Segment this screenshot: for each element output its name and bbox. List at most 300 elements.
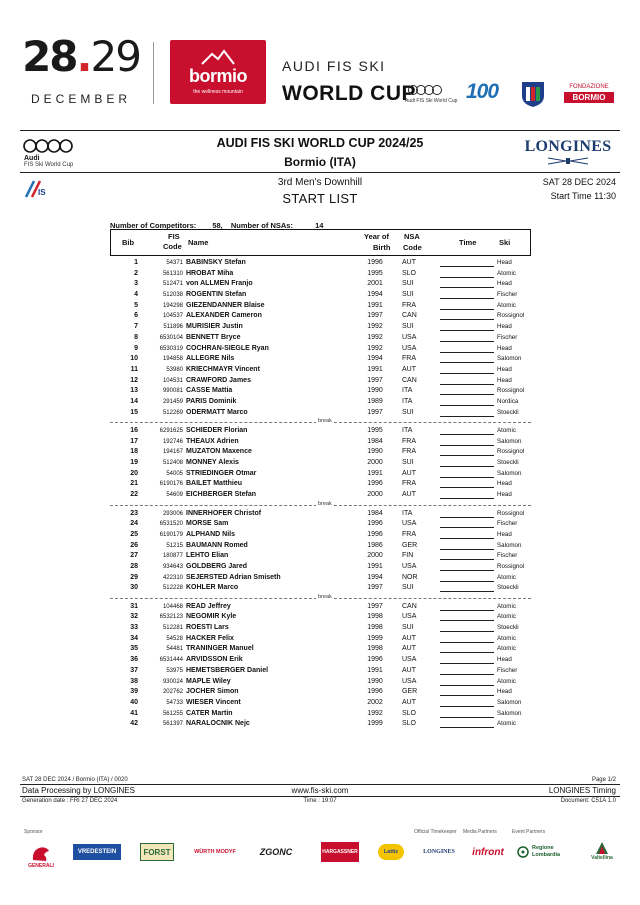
- cell-code: 512471: [162, 281, 183, 288]
- cell-name: PARIS Dominik: [186, 397, 237, 405]
- cell-yob: 2000: [367, 552, 383, 560]
- cell-yob: 1992: [367, 333, 383, 341]
- cell-nsa: NOR: [402, 573, 418, 581]
- fis-logo-icon: [22, 177, 50, 199]
- cell-bib: 32: [130, 613, 138, 621]
- table-row: [110, 426, 531, 437]
- cell-code: 202762: [162, 689, 183, 696]
- cell-ski: Fischer: [497, 520, 518, 528]
- cell-code: 192746: [162, 438, 183, 445]
- table-row: [110, 655, 531, 666]
- cell-nsa: FRA: [402, 355, 416, 363]
- break-label: break: [318, 418, 332, 425]
- cell-name: STRIEDINGER Otmar: [186, 469, 257, 477]
- cell-ski: Stoeckli: [497, 584, 519, 592]
- cell-code: 6531520: [159, 521, 183, 528]
- time-blank-line: [440, 620, 494, 621]
- bormio-name: bormio: [189, 66, 247, 86]
- cell-nsa: USA: [402, 562, 417, 570]
- cell-nsa: SLO: [402, 720, 417, 728]
- cell-name: CASSE Mattia: [186, 387, 233, 395]
- table-row: [110, 509, 531, 520]
- cell-name: MURISIER Justin: [186, 323, 243, 331]
- header-bib: Bib: [122, 238, 135, 247]
- cell-name: BAILET Matthieu: [186, 480, 242, 488]
- cell-nsa: AUT: [402, 365, 416, 373]
- cell-code: 293006: [162, 510, 183, 517]
- cell-bib: 8: [134, 333, 138, 341]
- cell-code: 6530104: [159, 334, 183, 341]
- forst-logo: FORST: [140, 843, 174, 861]
- cell-bib: 5: [134, 301, 138, 309]
- time-blank-line: [440, 352, 494, 353]
- time-blank-line: [440, 517, 494, 518]
- cell-code: 54609: [166, 492, 183, 499]
- cell-yob: 1995: [367, 269, 383, 277]
- cell-bib: 6: [134, 312, 138, 320]
- cell-ski: Atomic: [497, 602, 516, 610]
- cell-yob: 1998: [367, 613, 383, 621]
- cell-yob: 2002: [367, 698, 383, 706]
- longines-sponsor-logo: LONGINES: [423, 849, 455, 855]
- time-blank-line: [440, 527, 494, 528]
- longines-logo: LONGINES: [524, 138, 612, 155]
- bormio-logo: [170, 40, 266, 104]
- time-blank-line: [440, 727, 494, 728]
- cell-ski: Salomon: [497, 698, 522, 706]
- regione-lombardia-logo: [517, 840, 577, 864]
- banner-divider: [153, 42, 154, 104]
- cell-bib: 20: [130, 469, 138, 477]
- cell-ski: Rossignol: [497, 312, 525, 320]
- cell-name: GIEZENDANNER Blaise: [186, 301, 265, 309]
- footer-time: Time : 19:07: [303, 798, 337, 804]
- time-blank-line: [440, 559, 494, 560]
- fondazione-bottom: BORMIO: [564, 92, 614, 103]
- cell-ski: Atomic: [497, 427, 516, 434]
- cell-bib: 23: [130, 509, 138, 517]
- time-blank-line: [440, 362, 494, 363]
- table-row: [110, 623, 531, 634]
- footer-page: Page 1/2: [591, 777, 616, 783]
- cell-code: 54481: [166, 646, 183, 653]
- cell-code: 512269: [162, 409, 183, 416]
- time-blank-line: [440, 466, 494, 467]
- time-blank-line: [440, 685, 494, 686]
- cell-ski: Fischer: [497, 552, 518, 560]
- cell-name: SCHIEDER Florian: [186, 427, 248, 434]
- cell-code: 990081: [162, 388, 183, 395]
- cell-nsa: AUT: [402, 259, 416, 266]
- cell-bib: 39: [130, 688, 138, 696]
- cell-code: 54733: [166, 699, 183, 706]
- list-title: START LIST: [282, 191, 358, 206]
- table-row: [110, 458, 531, 469]
- time-blank-line: [440, 706, 494, 707]
- table-row: [110, 519, 531, 530]
- cell-yob: 1991: [367, 562, 383, 570]
- time-blank-line: [440, 394, 494, 395]
- time-blank-line: [440, 287, 494, 288]
- cell-yob: 1999: [367, 634, 383, 642]
- header-time: Time: [459, 238, 477, 247]
- cell-bib: 41: [130, 709, 138, 717]
- cell-nsa: AUT: [402, 491, 416, 499]
- cell-code: 53980: [166, 366, 183, 373]
- header-nsa: NSA: [404, 232, 420, 241]
- cell-nsa: AUT: [402, 469, 416, 477]
- cell-bib: 34: [130, 634, 138, 642]
- cell-yob: 1990: [367, 448, 383, 456]
- cell-yob: 2000: [367, 491, 383, 499]
- cell-code: 561255: [162, 710, 183, 717]
- cell-code: 104537: [162, 313, 183, 320]
- cell-bib: 15: [130, 408, 138, 416]
- cell-name: NEGOMIR Kyle: [186, 613, 237, 621]
- cell-nsa: CAN: [402, 376, 417, 384]
- cell-code: 422310: [162, 574, 183, 581]
- cell-code: 291459: [162, 398, 183, 405]
- table-row: [110, 490, 531, 501]
- table-row: [110, 687, 531, 698]
- cell-bib: 4: [134, 291, 138, 299]
- cell-bib: 3: [134, 280, 138, 288]
- table-row: [110, 447, 531, 458]
- cell-bib: 19: [130, 459, 138, 467]
- table-row: [110, 437, 531, 448]
- cell-code: 194298: [162, 302, 183, 309]
- cell-name: MONNEY Alexis: [186, 459, 239, 467]
- cell-ski: Fischer: [497, 666, 518, 674]
- cell-ski: Rossignol: [497, 387, 525, 395]
- cell-yob: 1997: [367, 376, 383, 384]
- cell-ski: Rossignol: [497, 562, 525, 570]
- cell-code: 930024: [162, 678, 183, 685]
- subheader-rule: [20, 172, 620, 173]
- time-blank-line: [440, 455, 494, 456]
- footer-rule-top: [20, 784, 620, 785]
- time-blank-line: [440, 717, 494, 718]
- cell-nsa: FRA: [402, 480, 416, 488]
- footer-timing: LONGINES Timing: [548, 786, 616, 795]
- time-blank-line: [440, 498, 494, 499]
- cell-bib: 28: [130, 562, 138, 570]
- time-blank-line: [440, 581, 494, 582]
- cell-code: 53975: [166, 667, 183, 674]
- time-blank-line: [440, 549, 494, 550]
- cell-name: CATER Martin: [186, 709, 233, 717]
- cell-bib: 14: [130, 397, 138, 405]
- valtellina-text: Valtellina: [591, 855, 613, 861]
- time-blank-line: [440, 487, 494, 488]
- time-blank-line: [440, 652, 494, 653]
- date-second: 29: [90, 32, 140, 81]
- table-row: [110, 333, 531, 344]
- cell-code: 194167: [162, 449, 183, 456]
- lion-icon: [30, 845, 52, 863]
- cell-code: 511896: [163, 324, 183, 331]
- cell-name: ALPHAND Nils: [186, 530, 236, 538]
- table-row: [110, 562, 531, 573]
- nsa-label: Number of NSAs:: [230, 221, 293, 230]
- cell-name: CRAWFORD James: [186, 376, 251, 384]
- cell-bib: 2: [134, 269, 138, 277]
- cell-yob: 1986: [367, 541, 383, 549]
- header-ski: Ski: [499, 238, 511, 247]
- time-blank-line: [440, 416, 494, 417]
- cell-nsa: USA: [402, 520, 417, 528]
- cell-nsa: ITA: [402, 427, 413, 434]
- cell-nsa: SUI: [402, 624, 414, 632]
- audi-logo-icon: [22, 138, 74, 154]
- table-row: [110, 376, 531, 387]
- cell-nsa: ITA: [402, 387, 413, 395]
- cell-nsa: SUI: [402, 584, 414, 592]
- table-row: [110, 644, 531, 655]
- media-partners-label: Media Partners: [463, 829, 497, 835]
- race-date: SAT 28 DEC 2024: [542, 177, 616, 187]
- cell-nsa: ITA: [402, 397, 413, 405]
- fondazione-bormio-logo: [564, 84, 614, 103]
- cell-bib: 27: [130, 552, 138, 560]
- table-row: [110, 612, 531, 623]
- cell-name: ARVIDSSON Erik: [186, 656, 243, 664]
- cell-code: 6190176: [159, 481, 183, 488]
- cell-nsa: USA: [402, 333, 417, 341]
- cell-nsa: AUT: [402, 634, 416, 642]
- competitors-label: Number of Competitors:: [110, 221, 197, 230]
- cell-ski: Salomon: [497, 437, 522, 445]
- header-name: Name: [188, 238, 209, 247]
- table-row: [110, 479, 531, 490]
- table-row: [110, 301, 531, 312]
- cell-ski: Atomic: [497, 613, 516, 621]
- table-row: [110, 583, 531, 594]
- break-label: break: [318, 500, 332, 507]
- cell-nsa: GER: [402, 541, 418, 549]
- cell-yob: 2000: [367, 459, 383, 467]
- table-row: [110, 279, 531, 290]
- cell-nsa: GER: [402, 688, 418, 696]
- cell-code: 54371: [166, 260, 183, 266]
- cell-code: 512408: [162, 460, 183, 467]
- cell-name: ODERMATT Marco: [186, 408, 248, 416]
- time-blank-line: [440, 405, 494, 406]
- cell-bib: 21: [130, 480, 138, 488]
- fisi-shield-icon: [520, 80, 546, 108]
- cell-ski: Atomic: [497, 677, 516, 685]
- cell-nsa: ITA: [402, 509, 413, 517]
- cell-yob: 1984: [367, 437, 383, 445]
- cell-bib: 12: [130, 376, 138, 384]
- cell-ski: Stoeckli: [497, 459, 519, 467]
- cell-nsa: USA: [402, 677, 417, 685]
- time-blank-line: [440, 642, 494, 643]
- cell-name: NARALOCNIK Nejc: [186, 720, 250, 728]
- cell-name: TRANINGER Manuel: [186, 645, 254, 653]
- bormio-tagline: the wellness mountain: [193, 89, 243, 95]
- cell-yob: 1996: [367, 480, 383, 488]
- cell-code: 180877: [162, 553, 183, 560]
- cell-name: KOHLER Marco: [186, 584, 239, 592]
- cell-name: MAPLE Wiley: [186, 677, 231, 685]
- cell-yob: 1991: [367, 469, 383, 477]
- cell-bib: 40: [130, 698, 138, 706]
- table-row: [110, 634, 531, 645]
- cell-yob: 1996: [367, 530, 383, 538]
- cell-nsa: AUT: [402, 666, 416, 674]
- cell-nsa: SUI: [402, 323, 414, 331]
- break-separator: [110, 418, 531, 426]
- cell-yob: 1994: [367, 355, 383, 363]
- cell-ski: Head: [497, 376, 512, 384]
- audi-caption: Audi FIS Ski World Cup: [405, 98, 458, 104]
- cell-name: ALLEGRE Nils: [186, 355, 235, 363]
- cell-code: 104468: [162, 603, 183, 610]
- cell-ski: Salomon: [497, 541, 522, 549]
- table-row: [110, 551, 531, 562]
- logo-100: 100: [466, 80, 499, 103]
- cell-yob: 1990: [367, 387, 383, 395]
- cell-nsa: SUI: [402, 459, 414, 467]
- time-blank-line: [440, 384, 494, 385]
- cell-bib: 42: [130, 720, 138, 728]
- valtellina-logo: [586, 838, 618, 864]
- header-nsa-code: Code: [403, 243, 422, 252]
- cell-nsa: USA: [402, 344, 417, 352]
- cell-bib: 16: [130, 427, 138, 434]
- cell-name: KRIECHMAYR Vincent: [186, 365, 260, 373]
- cell-nsa: SLO: [402, 709, 417, 717]
- cell-ski: Head: [497, 344, 512, 352]
- cell-nsa: FRA: [402, 301, 416, 309]
- time-blank-line: [440, 695, 494, 696]
- cell-ski: Head: [497, 259, 512, 266]
- event-partners-label: Event Partners: [512, 829, 546, 835]
- table-row: [110, 258, 531, 269]
- lombardia-rose-icon: [517, 846, 529, 858]
- cell-bib: 30: [130, 584, 138, 592]
- cell-code: 512281: [162, 625, 183, 632]
- cell-name: THEAUX Adrien: [186, 437, 239, 445]
- cell-yob: 1998: [367, 624, 383, 632]
- cell-bib: 37: [130, 666, 138, 674]
- cell-nsa: FRA: [402, 448, 416, 456]
- cell-name: LEHTO Elian: [186, 552, 229, 560]
- cell-name: INNERHOFER Christof: [186, 509, 262, 517]
- hargassner-logo: HARGASSNER: [321, 842, 359, 862]
- time-blank-line: [440, 477, 494, 478]
- cell-code: 6531444: [159, 657, 183, 664]
- date-first: 28: [22, 32, 77, 81]
- time-blank-line: [440, 445, 494, 446]
- time-blank-line: [440, 319, 494, 320]
- cell-ski: Atomic: [497, 634, 516, 642]
- footer-document: Document: C51A 1.0: [560, 798, 616, 804]
- cell-name: ROESTI Lars: [186, 624, 229, 632]
- table-row: [110, 666, 531, 677]
- svg-text:IS: IS: [38, 188, 46, 197]
- cell-nsa: SUI: [402, 291, 414, 299]
- footer-website[interactable]: www.fis-ski.com: [291, 786, 349, 795]
- cell-bib: 31: [130, 602, 138, 610]
- event-dates: 28.29: [22, 32, 140, 81]
- table-row: [110, 677, 531, 688]
- cell-ski: Head: [497, 688, 512, 696]
- cell-ski: Head: [497, 480, 512, 488]
- cell-name: HROBAT Miha: [186, 269, 234, 277]
- break-separator: [110, 594, 531, 602]
- footer-rule-bottom: [20, 796, 620, 797]
- cell-ski: Head: [497, 365, 512, 373]
- lattiz-logo: Lattiz: [378, 844, 404, 860]
- table-row: [110, 530, 531, 541]
- cell-ski: Atomic: [497, 645, 516, 653]
- cell-yob: 1991: [367, 666, 383, 674]
- cell-name: ALEXANDER Cameron: [186, 312, 262, 320]
- audi-sub: FIS Ski World Cup: [24, 162, 74, 168]
- cell-name: JOCHER Simon: [186, 688, 239, 696]
- table-row: [110, 573, 531, 584]
- break-label: break: [318, 594, 332, 600]
- cell-name: WIESER Vincent: [186, 698, 241, 706]
- cell-ski: Salomon: [497, 469, 522, 477]
- valtellina-icon: [595, 841, 609, 855]
- cell-code: 194858: [162, 356, 183, 363]
- cell-yob: 1997: [367, 602, 383, 610]
- table-row: [110, 541, 531, 552]
- cell-nsa: FIN: [402, 552, 414, 560]
- time-blank-line: [440, 591, 494, 592]
- cell-bib: 17: [130, 437, 138, 445]
- sponsor-label: Sponsor: [24, 829, 43, 835]
- table-row: [110, 290, 531, 301]
- cell-bib: 24: [130, 520, 138, 528]
- mountain-icon: [200, 48, 236, 66]
- generali-text: GENERALI: [28, 863, 54, 869]
- cell-bib: 11: [130, 365, 138, 373]
- cell-bib: 18: [130, 448, 138, 456]
- cell-yob: 1992: [367, 323, 383, 331]
- table-row: [110, 322, 531, 333]
- cell-yob: 1991: [367, 301, 383, 309]
- header-birth: Birth: [373, 243, 391, 252]
- time-blank-line: [440, 298, 494, 299]
- cell-nsa: FRA: [402, 530, 416, 538]
- cell-name: BAUMANN Romed: [186, 541, 248, 549]
- cell-name: HACKER Felix: [186, 634, 234, 642]
- audi-word: Audi: [24, 155, 40, 162]
- audi-rings-icon: [407, 84, 443, 96]
- cell-code: 512038: [162, 292, 183, 299]
- cell-code: 104531: [162, 377, 183, 384]
- cell-bib: 29: [130, 573, 138, 581]
- cell-ski: Rossignol: [497, 509, 525, 517]
- cell-yob: 1989: [367, 397, 383, 405]
- table-row: [110, 602, 531, 613]
- table-row: [110, 269, 531, 280]
- cell-bib: 33: [130, 624, 138, 632]
- cell-yob: 1996: [367, 259, 383, 266]
- cell-ski: Stoeckli: [497, 624, 519, 632]
- cell-yob: 1996: [367, 688, 383, 696]
- regione-text: Regione Lombardia: [532, 845, 561, 858]
- cell-nsa: CAN: [402, 312, 417, 320]
- table-row: [110, 365, 531, 376]
- world-cup-top: AUDI FIS SKI: [282, 58, 386, 74]
- cell-ski: Fischer: [497, 333, 518, 341]
- cell-ski: Salomon: [497, 355, 522, 363]
